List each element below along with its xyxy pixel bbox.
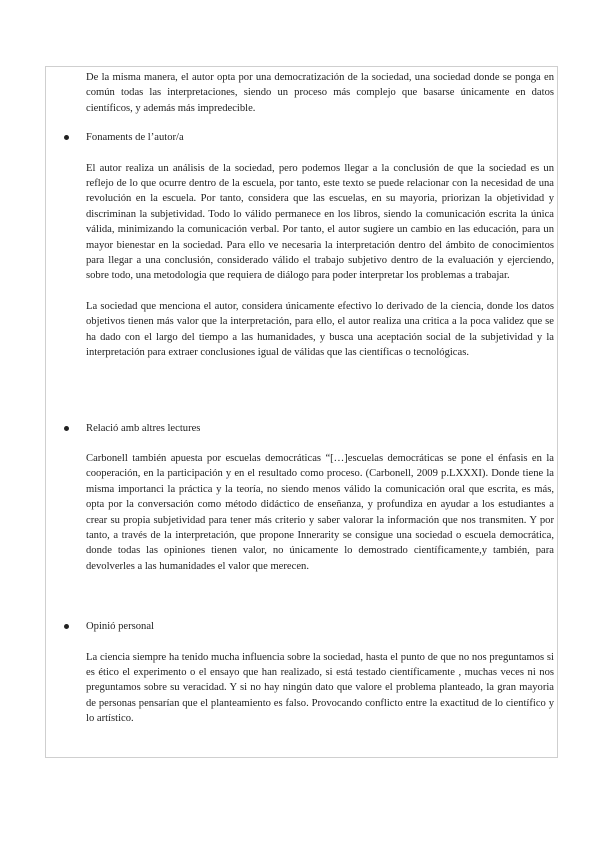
bullet-icon <box>64 426 69 431</box>
heading-text: Fonaments de l’autor/a <box>86 132 184 144</box>
document-body <box>86 70 554 727</box>
heading-text: Opinió personal <box>86 621 154 633</box>
section-heading-fonaments <box>86 130 554 145</box>
paragraph-democratizacion: De la misma manera, el autor opta por una democratización de la sociedad, una sociedad donde se ponga en común todas las interpretaciones, siendo un proceso más complejo que basarse únicamente en datos científicos, y además más impredecible. <box>86 72 554 114</box>
paragraph-ciencia: La ciencia siempre ha tenido mucha influencia sobre la sociedad, hasta el punto de que no nos preguntamos si es ético el experimento o el ensayo que han realizado, si está testado científicamente , muchas veces ni nos preguntamos sobre su veracidad. Y si no hay ningún dato que valore el problema planteado, la gran mayoria de personas pensarían que el planteamiento es falso. Provocando conflicto entre la exactitud de lo científico y lo artístico. <box>86 651 554 725</box>
heading-text: Relació amb altres lectures <box>86 422 201 434</box>
paragraph-sociedad: La sociedad que menciona el autor, considera únicamente efectivo lo derivado de la ciencia, donde los datos objetivos tienen más valor que la interpretación, para ello, el autor realiza una critica a la poca validez que se ha dado con el largo del tiempo a las humanidades, y busca una aceptación social de la subjetividad y la interpretación para extraer conclusiones igual de válidas que las científicas o tecnológicas. <box>86 300 554 359</box>
section-heading-opinio <box>86 619 554 634</box>
paragraph-analisis: El autor realiza un análisis de la sociedad, pero podemos llegar a la conclusión de que la sociedad es un reflejo de lo que ocurre dentro de la escuela, por tanto, este texto se puede relacionar con la necesidad de una revolución en la escuela. Por tanto, considera que las escuelas, en su mayoria, priorizan la objetividad y discriminan la subjetividad. Todo lo válido permanece en los libros, siendo la comunicación escrita la única válida, minimizando la comunicación verbal. Por tanto, el autor sugiere un cambio en las educación, para un mayor bienestar en la sociedad. Para ello ve necesaria la interpretación dentro del ámbito de conocimientos para llegar a una conclusión, considerado válido el trabajo subjetivo dentro de la evaluación y ejerciendo, sobre todo, una metodologia que requiera de diálogo para poder interpretar los problemas a trabajar. <box>86 162 554 282</box>
paragraph-carbonell: Carbonell también apuesta por escuelas democráticas “[…]escuelas democráticas se pone el énfasis en la cooperación, en la participación y en el resultado como proceso. (Carbonell, 2009 p.LXXXI). Donde tiene la misma importanci la práctica y la teoría, no siendo menos válido la comunicación oral que escrita, es más, opta por la conversación como método didáctico de enseñanza, y profundiza en ayudar a los estudiantes a crear su propia subjetividad para tener más criterio y saber valorar la información que nos transmiten. Y por tanto, a través de la interpretación, que propone Innerarity se consigue una sociedad o escuela democrática, donde todas las opiniones tienen valor, no únicamente lo demostrado científicamente,y también, para devolverles a las humanidades el valor que merecen. <box>86 452 554 572</box>
section-heading-relacio <box>86 421 554 436</box>
